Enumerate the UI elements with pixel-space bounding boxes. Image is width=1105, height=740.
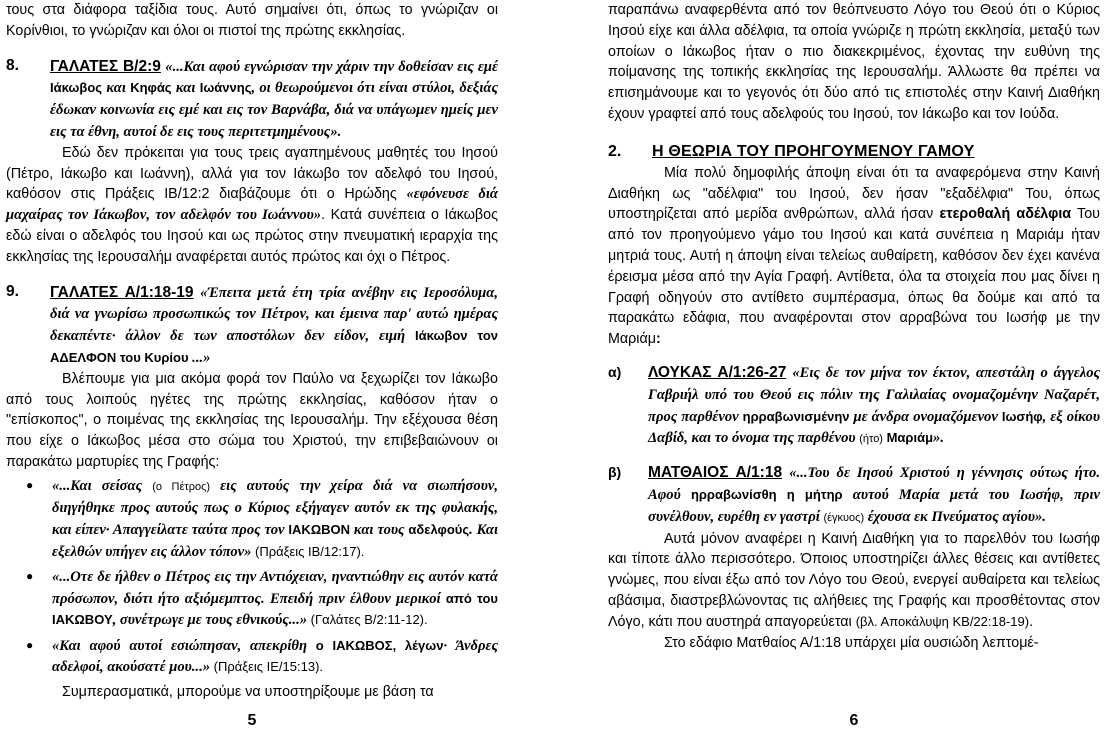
item-text — [50, 282, 498, 369]
scripture-quote: «...Του δε Ιησού Χριστού η γέννησις ούτως ήτο. Αφού ηρραβωνίσθη η μήτηρ αυτού Μαρία μετά του Ιωσήφ, πριν συνέλθουν, ευρέθη εν γαστρί (έγκυος) έχουσα εκ Πνεύματος αγίου». — [648, 465, 1101, 525]
paragraph: τους στα διάφορα ταξίδια τους. Αυτό σημαίνει ότι, όπως το γνώριζαν οι Κορίνθιοι, το γνώριζαν και όλοι οι πιστοί της πρώτης εκκλησίας. — [6, 2, 498, 39]
page-number: 6 — [849, 712, 859, 729]
paragraph: Μία πολύ δημοφιλής άποψη είναι ότι τα αναφερόμενα στην Καινή Διαθήκη ως "αδέλφια" του Ιησού, δεν ήσαν "εξαδέλφια" Του, όπως υποστηρίζεται από μερίδα ανθρώπων, αλλά ήσαν ετεροθαλή αδέλφια Του από τον προηγούμενο γάμο του Ιησού και κατά συνέπεια η Μαριάμ ήταν μητριά τους. Αυτή η άποψη είναι τελείως αυθαίρετη, καθόσον δεν έχει κανένα έρεισμα μέσα από την Αγία Γραφή. Αντίθετα, όλα τα στοιχεία που μας δίνει η Γραφή οδηγούν στο αντίθετο συμπέρασμα, όπως θα δούμε και από τα παρακάτω εδάφια, που αναφέρονται στον αρραβώνα του Ιωσήφ με την Μαριάμ: — [608, 164, 1100, 348]
item-9 — [6, 282, 498, 369]
section-title: Η ΘΕΩΡΙΑ ΤΟΥ ΠΡΟΗΓΟΥΜΕΝΟΥ ΓΑΜΟΥ — [652, 142, 975, 160]
page-right — [608, 0, 1100, 740]
subitem-text — [648, 362, 1100, 450]
scripture-quote: «Έπειτα μετά έτη τρία ανέβην εις Ιεροσόλυμα, διά να γνωρίσω προσωπικώς τον Πέτρον, και έμεινα παρ' αυτώ ημέρας δεκαπέντε· άλλον δε των αποστόλων δεν είδον, ειμή Ιάκωβον τον ΑΔΕΛΦΟΝ του Κυρίου ...» — [50, 284, 498, 366]
subitem-b — [608, 462, 1100, 528]
scripture-reference: ΜΑΤΘΑΙΟΣ Α/1:18 — [648, 464, 783, 482]
subitem-a — [608, 362, 1100, 450]
subitem-text — [648, 462, 1100, 528]
list-item: ● «...Οτε δε ήλθεν ο Πέτρος εις την Αντιόχειαν, ηναντιώθην εις αυτόν κατά πρόσωπον, διότι ήτο αξιόμεμπτος. Επειδή πριν έλθουν μερικοί από του ΙΑΚΩΒΟΥ, συνέτρωγε με τους εθνικούς...» (Γαλάτες Β/2:11-12). — [6, 566, 498, 631]
item-number: 8. — [6, 56, 19, 74]
list-item: ● «Και αφού αυτοί εσιώπησαν, απεκρίθη ο ΙΑΚΩΒΟΣ, λέγων· Άνδρες αδελφοί, ακούσατέ μου...» (Πράξεις ΙΕ/15:13). — [6, 635, 498, 678]
scripture-reference: ΓΑΛΑΤΕΣ Α/1:18-19 — [50, 283, 194, 301]
paragraph: Αυτά μόνον αναφέρει η Καινή Διαθήκη για το παρελθόν του Ιωσήφ και τίποτε άλλο περισσότερο. Όποιος υποστηρίζει άλλες θέσεις και αντίθετες γνώμες, που είναι έξω από τον Λόγο του Θεού, ενεργεί αυθαίρετα και τελείως αβάσιμα, διαστρεβλώνοντας τις αλήθειες της Γραφής και προσθέτοντας στον Λόγο, κάτι που αυστηρά απαγορεύεται (βλ. Αποκάλυψη ΚΒ/22:18-19). — [608, 530, 1100, 630]
bullet-icon: ● — [26, 569, 34, 584]
bullet-list — [6, 475, 498, 678]
paragraph: Στο εδάφιο Ματθαίος Α/1:18 υπάρχει μία ουσιώδη λεπτομέ- — [664, 634, 1039, 651]
list-item: ● «...Και σείσας (ο Πέτρος) εις αυτούς την χείρα διά να σιωπήσουν, διηγήθηκε προς αυτούς πως ο Κύριος εξήγαγεν αυτόν εκ της φυλακής, και είπεν· Απαγγείλατε ταύτα προς τον ΙΑΚΩΒΟΝ και τους αδελφούς. Και εξελθών υπήγεν εις άλλον τόπον» (Πράξεις ΙΒ/12:17). — [6, 475, 498, 562]
subitem-label: α) — [608, 363, 622, 380]
item-8 — [6, 56, 498, 143]
page-number: 5 — [247, 712, 257, 729]
page-left — [6, 0, 498, 740]
section-number: 2. — [608, 142, 622, 160]
item-text — [50, 56, 498, 143]
bullet-icon: ● — [26, 637, 34, 652]
scripture-reference: ΛΟΥΚΑΣ Α/1:26-27 — [648, 363, 787, 381]
item-number: 9. — [6, 282, 19, 300]
scripture-quote: «...Και αφού εγνώρισαν την χάριν την δοθείσαν εις εμέ Ιάκωβος και Κηφάς και Ιωάννης, οι θεωρούμενοι ότι είναι στύλοι, δεξιάς έδωκαν κοινωνία εις εμέ και εις τον Βαρνάβα, διά να υπάγωμεν ημείς μεν εις τα έθνη, αυτοί δε εις τους περιτετμημένους». — [50, 58, 499, 140]
paragraph: Εδώ δεν πρόκειται για τους τρεις αγαπημένους μαθητές του Ιησού (Πέτρο, Ιάκωβο και Ιωάννη), αλλά για τον Ιάκωβο τον αδελφό του Ιησού, καθόσον στις Πράξεις ΙΒ/12:2 διαβάζουμε ότι ο Ηρώδης «εφόνευσε διά μαχαίρας τον Ιάκωβον, τον αδελφόν του Ιωάννου». Κατά συνέπεια ο Ιάκωβος εδώ είναι ο αδελφός του Ιησού και ως πρώτος στην πνευματική ιεραρχία της εκκλησίας της Ιερουσαλήμ αναφέρεται αυτός πρώτος και όχι ο Πέτρος. — [6, 144, 498, 265]
section-heading — [608, 141, 1100, 163]
bullet-icon: ● — [26, 477, 34, 492]
scripture-quote: «Εις δε τον μήνα τον έκτον, απεστάλη ο άγγελος Γαβριήλ υπό του Θεού εις πόλιν της Γαλιλαίας ονομαζομένην Ναζαρέτ, προς παρθένον ηρραβωνισμένην με άνδρα ονομαζόμενον Ιωσήφ, εξ οίκου Δαβίδ, και το όνομα της παρθένου (ήτο) Μαριάμ». — [648, 364, 1101, 447]
paragraph: παραπάνω αναφερθέντα από τον θεόπνευστο Λόγο του Θεού ότι ο Κύριος Ιησού είχε και άλλα αδέλφια, τα οποία γνώριζε η πρώτη εκκλησία, μεταξύ των οποίων ο Ιάκωβος ήταν ο πιο διακεκριμένος, έχοντας την ευθύνη της ποίμανσης της τοπικής εκκλησίας της Ιερουσαλήμ. Άλλωστε θα πρέπει να επισημάνουμε και το γεγονός ότι δύο από τις επιστολές στην Καινή Διαθήκη έχουν γραφτεί από τους αδελφούς του Ιησού, τον Ιάκωβο και τον Ιούδα. — [608, 2, 1100, 122]
scripture-reference: ΓΑΛΑΤΕΣ Β/2:9 — [50, 57, 161, 75]
paragraph: Βλέπουμε για μια ακόμα φορά τον Παύλο να ξεχωρίζει τον Ιάκωβο από τους λοιπούς ηγέτες της πρώτης εκκλησίας, καθόσον ήταν ο "επίσκοπος", ο ποιμένας της εκκλησίας της Ιερουσαλήμ. Την εξέχουσα θέση που είχε ο Ιάκωβος μέσα στο σώμα του Χριστού, την επιβεβαιώνουν οι παρακάτω μαρτυρίες της Γραφής: — [6, 370, 498, 470]
subitem-label: β) — [608, 464, 622, 481]
paragraph: Συμπερασματικά, μπορούμε να υποστηρίξουμε με βάση τα — [62, 684, 434, 701]
